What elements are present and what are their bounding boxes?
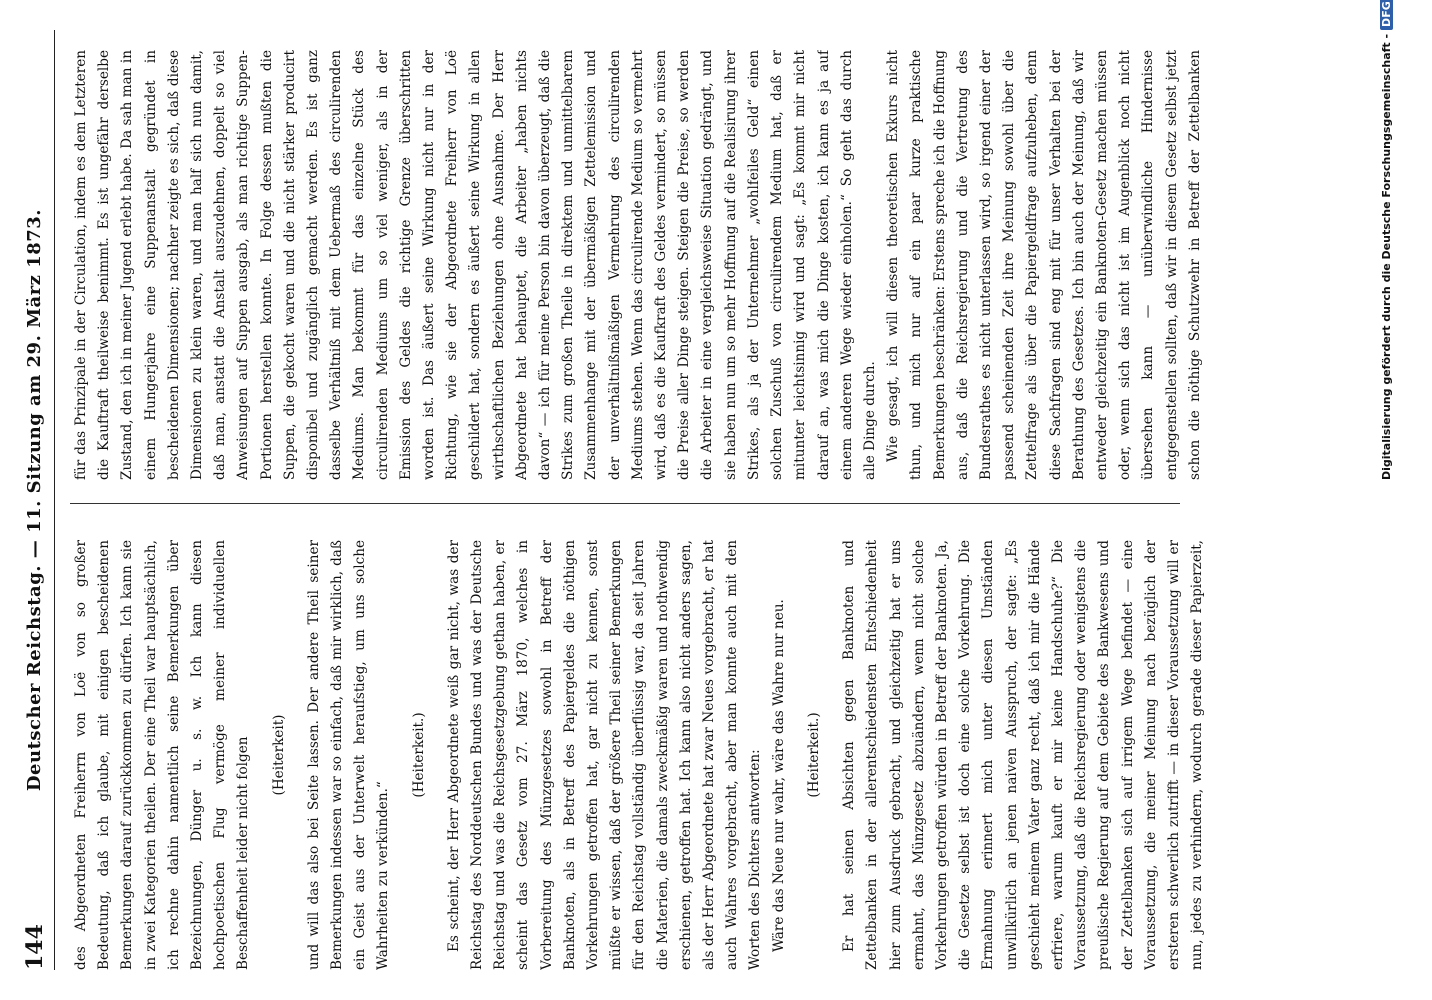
column-divider bbox=[70, 503, 1180, 504]
page-header bbox=[18, 30, 55, 970]
paragraph: Er hat seinen Absichten gegen Banknoten und Zettelbanken in der allerentschiedensten Entschiedenheit hier zum Ausdruck gebracht, und gleichzeitig hat er uns ermahnt, das Münzgesetz abzuändern, wenn nicht solche Vorkehrungen getroffen würden in Betreff der Banknoten. Ja, die Gesetze selbst ist doch eine solche Vorkehrung. Die Ermahnung erinnert mich unter diesen Umständen unwillkürlich an jenen naiven Ausspruch, der sagte: „Es geschieht meinem Vater ganz recht, daß ich mir die Hände erfriere, warum kauft er mir keine Handschuhe?“ Die Voraussetzung, daß die Reichsregierung oder wenigstens die preußische Regierung auf dem Gebiete des Bankwesens und der Zettelbanken sich auf irrigem Wege befindet — eine Voraussetzung, die meiner Meinung nach bezüglich der ersteren schwerlich zutrifft — in dieser Voraussetzung will er nun, jedes zu verhindern, wodurch gerade dieser Papierzeit, bbox=[841, 540, 1206, 970]
right-column bbox=[70, 50, 1210, 480]
paragraph: und will das also bei Seite lassen. Der andere Theil seiner Bemerkungen indessen war so einfach, daß mir wirklich, daß ein Geist aus der Unterwelt heraufstieg, um uns solche Wahrheiten zu verkünden.“ bbox=[305, 540, 392, 970]
dfg-logo: DFG bbox=[1380, 0, 1393, 30]
digitization-credit bbox=[1380, 1, 1393, 480]
credit-text: Digitalisierung gefördert durch die Deutsche Forschungsgemeinschaft - bbox=[1380, 33, 1393, 480]
paragraph: Wie gesagt, ich will diesen theoretischen Exkurs nicht thun, und mich nur auf ein paar kurze praktische Bemerkungen beschränken: Erstens spreche ich die Hoffnung aus, daß die Reichsregierung und die Vertretung des Bundesrathes es nicht unterlassen wird, so irgend einer der passend scheinenden Zeit ihre Meinung sowohl über die Zettelfrage als über die Papiergeldfrage aufzuheben, denn diese Sachfragen sind eng mit für unser Verhalten bei der Berathung des Gesetzes. Ich bin auch der Meinung, daß wir entweder gleichzeitig ein Banknoten-Gesetz machen müssen oder, wenn sich das nicht ist im Augenblick noch nicht übersehen kann — unüberwindliche Hindernisse entgegenstellen sollten, daß wir in diesem Gesetz selbst jetzt schon die nöthige Schutzwehr in Betreff der Zettelbanken bbox=[885, 50, 1203, 480]
left-column bbox=[70, 540, 1210, 970]
paragraph: für das Prinzipale in der Circulation, indem es dem Letzteren die Kauftraft theilweise benimmt. Es ist ungefähr derselbe Zustand, den ich in meiner Jugend erlebt habe. Da sah man in einem Hungerjahre eine Suppenanstalt gegründet in bescheidenen Dimensionen; nachher zeigte es sich, daß diese Dimensionen zu klein waren, und man half sich nun damit, daß man, anstatt die Anstalt auszudehnen, doppelt so viel Anweisungen auf Suppen ausgab, als man richtige Suppen-Portionen herstellen konnte. In Folge dessen mußten die Suppen, die gekocht waren und die nicht stärker producirt disponibel und zugänglich gemacht werden. Es ist ganz dasselbe Verhältniß mit dem Uebermaß des circulirenden Mediums. Man bekommt für das einzelne Stück des circulirenden Mediums um so viel weniger, als in der Emission des Geldes die richtige Grenze überschritten worden ist. Das äußert seine Wirkung nicht nur in der Richtung, wie sie der Abgeordnete Freiherr von Loë geschildert hat, sondern es äußert seine Wirkung in allen wirthschaftlichen Beziehungen ohne Ausnahme. Der Herr Abgeordnete hat behauptet, die Arbeiter „haben nichts davon“ — ich für meine Person bin davon überzeugt, daß die Strikes zum großen Theile in direktem und unmittelbarem Zusammenhange mit der übermäßigen Zettelemission und der unverhältnißmäßigen Vermehrung des circulirenden Mediums stehen. Wenn das circulirende Medium so vermehrt wird, daß es die Kaufkraft des Geldes vermindert, so müssen die Preise aller Dinge steigen. Steigen die Preise, so werden die Arbeiter in eine vergleichsweise Situation gedrängt, und sie haben nun um so mehr Hoffnung auf die Realisirung ihrer Strikes, als ja der Unternehmer „wohlfeiles Geld“ einen solchen Zuschuß von circulirendem Medium hat, daß er mitunter leichtsinnig wird und sagt: „Es kommt mir nicht darauf an, was mich die Dinge kosten, ich kann es ja auf einem anderen Wege wieder einholen.“ So geht das durch alle Dinge durch. bbox=[73, 50, 878, 480]
stage-direction: (Heiterkeit.) bbox=[805, 712, 822, 798]
running-title: Deutscher Reichstag. — 11. Sitzung am 29. März 1873. bbox=[24, 208, 45, 792]
paragraph: des Abgeordneten Freiherrn von Loë von so großer Bedeutung, daß ich glaube, mit einigen bescheidenen Bemerkungen darauf zurückkommen zu dürfen. Ich kann sie in zwei Kategorien theilen. Der eine Theil war hauptsächlich, ich rechne dahin namentlich seine Bemerkungen über Bezeichnungen, Dünger u. s. w. Ich kann diesen hochpoetischen Flug vermöge meiner individuellen Beschaffenheit leider nicht folgen bbox=[73, 540, 252, 970]
stage-direction: (Heiterkeit) bbox=[270, 714, 287, 796]
stage-direction: (Heiterkeit.) bbox=[410, 712, 427, 798]
paragraph: Es scheint, der Herr Abgeordnete weiß gar nicht, was der Reichstag des Norddeutschen Bundes und was der Deutsche Reichstag und was die Reichsgesetzgebung gethan haben, er scheint das Gesetz vom 27. März 1870, welches in Vorbereitung des Münzgesetzes sowohl in Betreff der Banknoten, als in Betreff des Papiergeldes die nöthigen Vorkehrungen getroffen hat, gar nicht zu kennen, sonst müßte er wissen, daß der größere Theil seiner Bemerkungen für den Reichstag vollständig überflüssig war, da seit Jahren die Materien, die damals zweckmäßig waren und nothwendig erschienen, getroffen hat. Ich kann also nicht anders sagen, als der Herr Abgeordnete hat zwar Neues vorgebracht, er hat auch Wahres vorgebracht, aber man konnte auch mit den Worten des Dichters antworten: bbox=[445, 540, 764, 970]
page-number: 144 bbox=[22, 924, 48, 970]
paragraph: Wäre das Neue nur wahr, wäre das Wahre nur neu. bbox=[770, 599, 787, 952]
